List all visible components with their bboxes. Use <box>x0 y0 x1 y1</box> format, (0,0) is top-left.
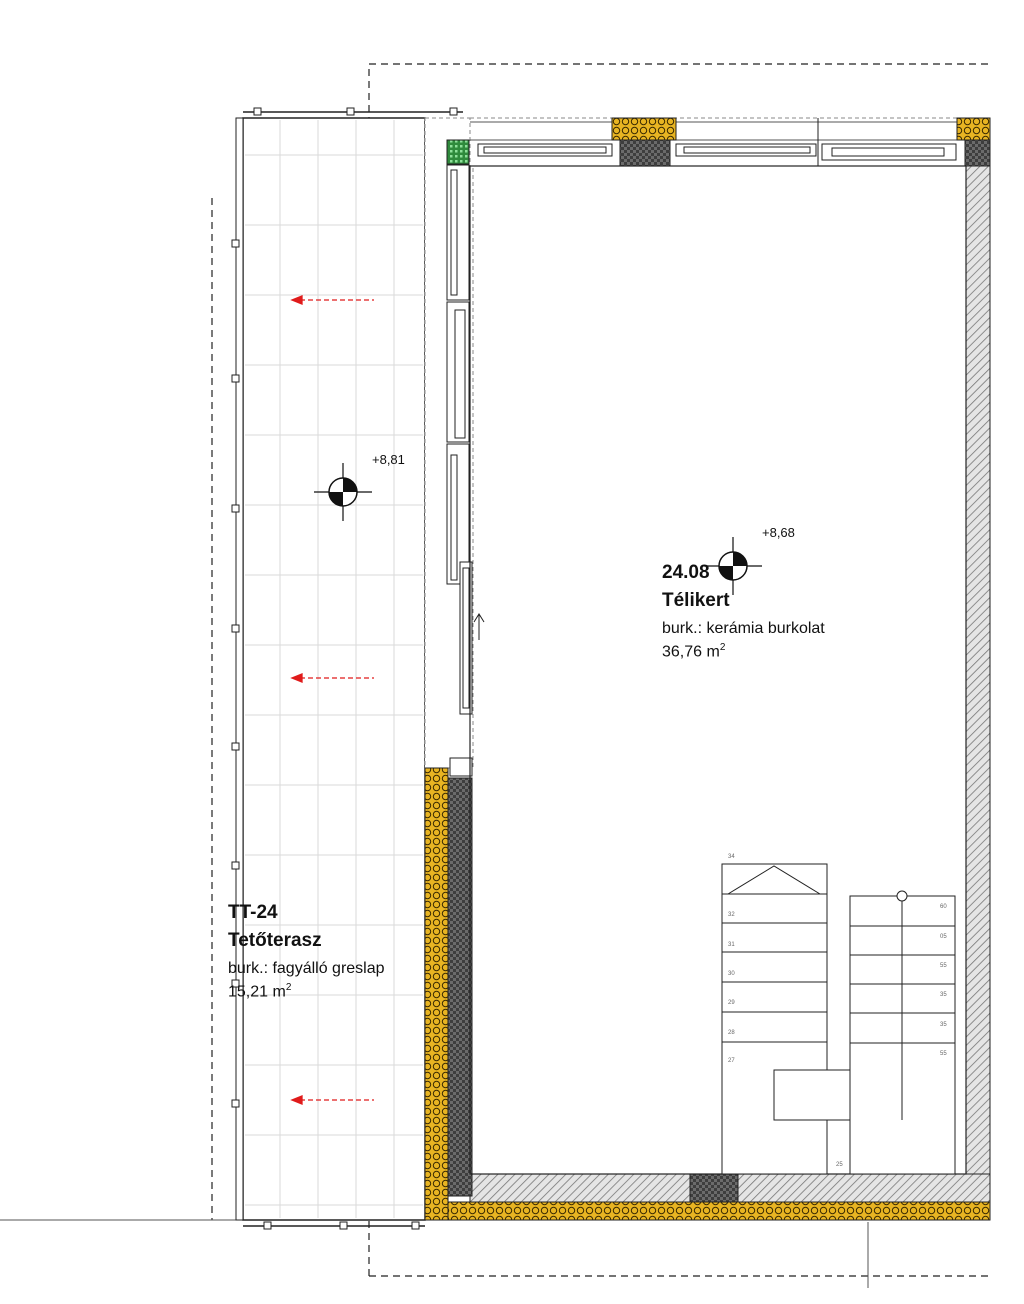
svg-text:60: 60 <box>940 904 947 910</box>
room-finish: burk.: kerámia burkolat <box>662 620 825 637</box>
column-block <box>447 140 469 164</box>
svg-text:25: 25 <box>836 1162 843 1168</box>
room-finish: burk.: fagyálló greslap <box>228 960 385 977</box>
svg-text:31: 31 <box>728 942 735 948</box>
door-opening-arrow <box>474 614 484 640</box>
svg-text:35: 35 <box>940 1022 947 1028</box>
staircase <box>722 864 955 1174</box>
room-area-value: 36,76 m <box>662 643 720 661</box>
svg-text:28: 28 <box>728 1030 735 1036</box>
west-glazing <box>425 118 473 776</box>
room-stamp-winter-garden <box>662 562 825 661</box>
room-area <box>228 982 385 1001</box>
svg-text:55: 55 <box>940 963 947 969</box>
room-area-value: 15,21 m <box>228 983 286 1001</box>
room-name: Tetőterasz <box>228 930 322 951</box>
room-area-unit: 2 <box>285 982 292 993</box>
svg-text:35: 35 <box>940 992 947 998</box>
svg-text:30: 30 <box>728 971 735 977</box>
room-area <box>662 642 825 661</box>
svg-text:34: 34 <box>728 854 735 860</box>
room-area-unit: 2 <box>719 642 726 653</box>
svg-text:05: 05 <box>940 934 947 940</box>
svg-text:27: 27 <box>728 1058 735 1064</box>
svg-text:32: 32 <box>728 912 735 918</box>
room-name: Télikert <box>662 590 730 611</box>
room-stamp-terrace <box>228 902 385 1001</box>
level-label-terrace: +8,81 <box>372 452 405 467</box>
west-wall-solid <box>425 768 472 1220</box>
svg-text:29: 29 <box>728 1000 735 1006</box>
room-code: 24.08 <box>662 562 710 583</box>
south-wall <box>425 1174 990 1220</box>
north-glazing <box>470 118 990 166</box>
east-wall <box>966 166 990 1174</box>
svg-text:55: 55 <box>940 1051 947 1057</box>
room-code: TT-24 <box>228 902 278 923</box>
level-label-winter-garden: +8,68 <box>762 525 795 540</box>
